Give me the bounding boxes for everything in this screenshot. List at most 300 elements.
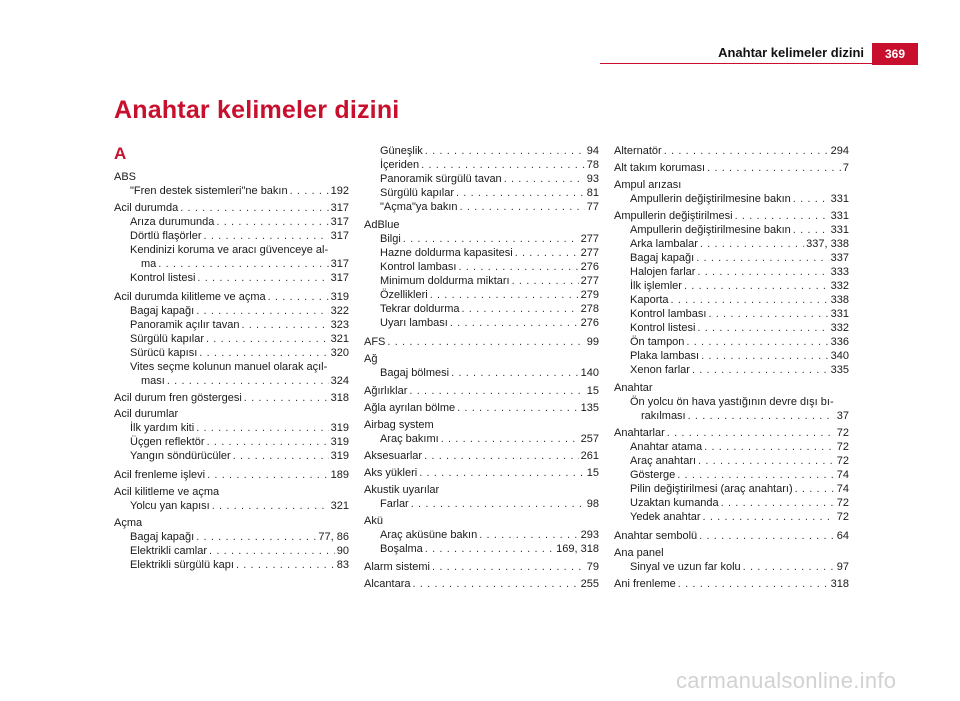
index-subentry xyxy=(614,440,849,454)
index-entry-text: Elektrikli sürgülü kapı xyxy=(130,559,234,571)
index-entry-text: Ağırlıklar xyxy=(364,385,408,397)
index-entry-row xyxy=(130,435,349,449)
index-entry-row xyxy=(130,184,349,198)
index-entry-text: Sinyal ve uzun far kolu xyxy=(630,561,741,573)
index-entry-text: Kontrol listesi xyxy=(630,322,696,334)
index-entry xyxy=(114,468,349,482)
dot-leader xyxy=(707,161,841,175)
index-subentry xyxy=(364,316,599,330)
index-subentry xyxy=(114,318,349,332)
index-entry-row xyxy=(130,374,349,388)
index-entry-row xyxy=(114,407,349,421)
index-entry-text: İlk işlemler xyxy=(630,280,682,292)
index-entry-text: Sürgülü kapılar xyxy=(130,333,204,345)
index-entry-row xyxy=(364,514,599,528)
index-page-ref: 78 xyxy=(586,159,599,171)
index-entry-row xyxy=(130,318,349,332)
index-entry-text: Ön yolcu ön hava yastığının devre dışı bı- xyxy=(630,396,834,408)
index-page-ref: 93 xyxy=(586,173,599,185)
index-subentry xyxy=(364,366,599,380)
index-subentry xyxy=(364,432,599,446)
index-entry-text: Yangın söndürücüler xyxy=(130,450,231,462)
index-entry-text: Ani frenleme xyxy=(614,578,676,590)
index-subentry xyxy=(364,232,599,246)
dot-leader xyxy=(699,529,835,543)
index-subentry xyxy=(614,454,849,468)
index-entry-row xyxy=(114,485,349,499)
index-subentry xyxy=(364,144,599,158)
index-entry-text: Arka lambalar xyxy=(630,238,698,250)
index-subentry xyxy=(614,482,849,496)
index-entry-text: AFS xyxy=(364,336,386,348)
index-subentry xyxy=(364,288,599,302)
dot-leader xyxy=(678,577,829,591)
dot-leader xyxy=(233,449,329,463)
index-entry xyxy=(614,546,849,560)
index-entry-row xyxy=(364,384,599,398)
index-subentry xyxy=(614,265,849,279)
index-subentry xyxy=(114,499,349,513)
index-entry-continuation: ması xyxy=(141,375,165,387)
index-entry-row xyxy=(380,316,599,330)
index-entry-row xyxy=(380,200,599,214)
index-page-ref: 277 xyxy=(580,275,599,287)
index-page-ref: 90 xyxy=(336,545,349,557)
index-page-ref: 331 xyxy=(830,210,849,222)
dot-leader xyxy=(688,409,835,423)
index-entry-text: Uyarı lambası xyxy=(380,317,448,329)
index-subentry xyxy=(614,251,849,265)
index-entry-text: Ampullerin değiştirilmesine bakın xyxy=(630,193,791,205)
dot-leader xyxy=(451,366,579,380)
index-entry-text: Bagaj kapağı xyxy=(130,305,195,317)
index-entry-text: Arıza durumunda xyxy=(130,216,215,228)
index-entry-text: Alarm sistemi xyxy=(364,561,431,573)
dot-leader xyxy=(425,542,554,556)
index-entry-row xyxy=(614,577,849,591)
dot-leader xyxy=(686,335,828,349)
index-subentry xyxy=(364,186,599,200)
index-subentry xyxy=(364,200,599,214)
index-entry-text: Alcantara xyxy=(364,578,411,590)
index-subentry xyxy=(114,449,349,463)
index-page-ref: 279 xyxy=(580,289,599,301)
index-entry-text: İçeriden xyxy=(380,159,420,171)
index-entry-text: Sürgülü kapılar xyxy=(380,187,454,199)
index-entry xyxy=(614,178,849,192)
dot-leader xyxy=(696,251,828,265)
index-entry-row xyxy=(614,426,849,440)
index-subentry xyxy=(114,271,349,285)
index-entry-continuation: rakılması xyxy=(641,410,686,422)
index-entry-row xyxy=(114,170,349,184)
index-entry-text: Sürücü kapısı xyxy=(130,347,198,359)
index-entry xyxy=(364,352,599,366)
dot-leader xyxy=(207,468,329,482)
index-page-ref: 278 xyxy=(580,303,599,315)
dot-leader xyxy=(793,223,829,237)
index-page-ref: 192 xyxy=(330,185,349,197)
index-subentry xyxy=(364,497,599,511)
index-entry-continuation: ma xyxy=(141,258,157,270)
index-page-ref: 77 xyxy=(586,201,599,213)
index-page-ref: 331 xyxy=(830,308,849,320)
index-page-ref: 261 xyxy=(580,450,599,462)
dot-leader xyxy=(664,144,829,158)
index-entry-text: Araç aküsüne bakın xyxy=(380,529,478,541)
index-entry xyxy=(614,577,849,591)
dot-leader xyxy=(667,426,835,440)
index-subentry xyxy=(364,172,599,186)
dot-leader xyxy=(697,321,828,335)
index-entry-text: Alt takım koruması xyxy=(614,162,706,174)
dot-leader xyxy=(290,184,329,198)
index-entry-row xyxy=(630,510,849,524)
index-page-ref: 98 xyxy=(586,498,599,510)
index-subentry xyxy=(614,349,849,363)
index-subentry xyxy=(364,528,599,542)
index-page-ref: 338 xyxy=(830,294,849,306)
dot-leader xyxy=(457,401,579,415)
dot-leader xyxy=(700,237,804,251)
index-entry-text: Yedek anahtar xyxy=(630,511,701,523)
index-subentry xyxy=(614,237,849,251)
index-subentry xyxy=(614,560,849,574)
index-subentry xyxy=(614,510,849,524)
index-page-ref: 94 xyxy=(586,145,599,157)
index-page-ref: 332 xyxy=(830,322,849,334)
index-entry-row xyxy=(614,144,849,158)
dot-leader xyxy=(158,257,328,271)
index-entry-row xyxy=(380,232,599,246)
index-page-ref: 317 xyxy=(330,216,349,228)
index-subentry xyxy=(614,321,849,335)
index-entry-row xyxy=(130,499,349,513)
dot-leader xyxy=(432,560,585,574)
index-entry xyxy=(614,426,849,440)
index-entry-row xyxy=(114,391,349,405)
index-entry-row xyxy=(130,558,349,572)
index-entry-text: Alternatör xyxy=(614,145,662,157)
index-entry-text: Ön tampon xyxy=(630,336,685,348)
index-page-ref: 72 xyxy=(836,455,849,467)
header-rule xyxy=(600,63,872,64)
index-entry-row xyxy=(364,218,599,232)
index-page-ref: 81 xyxy=(586,187,599,199)
index-entry-text: Panoramik açılır tavan xyxy=(130,319,240,331)
index-entry-row xyxy=(630,363,849,377)
index-subentry xyxy=(114,332,349,346)
index-subentry xyxy=(614,395,849,423)
index-page-ref: 318 xyxy=(830,578,849,590)
index-entry-row xyxy=(630,496,849,510)
index-entry-text: Hazne doldurma kapasitesi xyxy=(380,247,513,259)
dot-leader xyxy=(409,384,584,398)
index-subentry xyxy=(614,307,849,321)
index-entry-text: Farlar xyxy=(380,498,409,510)
dot-leader xyxy=(703,510,835,524)
dot-leader xyxy=(684,279,829,293)
index-entry-text: Acil durumlar xyxy=(114,408,179,420)
index-subentry xyxy=(114,530,349,544)
dot-leader xyxy=(515,246,579,260)
index-entry-row xyxy=(364,466,599,480)
index-entry-text: Ampullerin değiştirilmesi xyxy=(614,210,733,222)
index-subentry xyxy=(614,293,849,307)
index-entry xyxy=(364,218,599,232)
index-entry-text: Bagaj kapağı xyxy=(130,531,195,543)
index-entry-row xyxy=(380,172,599,186)
index-entry xyxy=(114,290,349,304)
index-page-ref: 319 xyxy=(330,291,349,303)
index-entry-row xyxy=(630,468,849,482)
index-entry xyxy=(614,381,849,395)
index-page-ref: 337, 338 xyxy=(806,238,849,250)
index-entry xyxy=(614,161,849,175)
index-entry-text: Ağ xyxy=(364,353,378,365)
dot-leader xyxy=(206,332,329,346)
index-entry-row xyxy=(380,432,599,446)
index-entry-row xyxy=(364,560,599,574)
dot-leader xyxy=(698,454,835,468)
index-entry-text: Anahtar sembolü xyxy=(614,530,698,542)
index-entry-text: Boşalma xyxy=(380,543,423,555)
index-entry-row xyxy=(380,528,599,542)
index-entry-text: Güneşlik xyxy=(380,145,423,157)
index-entry-text: Elektrikli camlar xyxy=(130,545,208,557)
index-subentry xyxy=(114,544,349,558)
index-page-ref: 79 xyxy=(586,561,599,573)
index-entry xyxy=(614,209,849,223)
dot-leader xyxy=(196,304,328,318)
index-entry-row xyxy=(130,530,349,544)
index-entry-text: Dörtlü flaşörler xyxy=(130,230,202,242)
index-page-ref: 336 xyxy=(830,336,849,348)
index-page-ref: 257 xyxy=(580,433,599,445)
index-entry-text: Akü xyxy=(364,515,383,527)
index-entry-text: Airbag system xyxy=(364,419,434,431)
index-page-ref: 15 xyxy=(586,467,599,479)
index-entry-text: Plaka lambası xyxy=(630,350,700,362)
index-entry-row xyxy=(114,290,349,304)
index-subentry xyxy=(614,223,849,237)
dot-leader xyxy=(450,316,579,330)
index-entry-row xyxy=(630,321,849,335)
dot-leader xyxy=(504,172,585,186)
index-entry-row xyxy=(630,482,849,496)
index-entry-row xyxy=(614,209,849,223)
index-entry-text: Xenon farlar xyxy=(630,364,690,376)
index-entry xyxy=(364,577,599,591)
index-entry-row xyxy=(130,544,349,558)
index-entry-row xyxy=(630,237,849,251)
index-page-ref: 37 xyxy=(836,410,849,422)
index-entry-text: Pilin değiştirilmesi (araç anahtarı) xyxy=(630,483,793,495)
dot-leader xyxy=(697,265,828,279)
index-entry-text: Bagaj bölmesi xyxy=(380,367,450,379)
index-page-ref: 318 xyxy=(330,392,349,404)
page-title: Anahtar kelimeler dizini xyxy=(114,96,400,124)
index-page-ref: 319 xyxy=(330,436,349,448)
index-page-ref: 83 xyxy=(336,559,349,571)
index-entry-text: Aksesuarlar xyxy=(364,450,423,462)
index-entry-row xyxy=(630,293,849,307)
index-entry-row xyxy=(130,332,349,346)
index-entry-text: AdBlue xyxy=(364,219,400,231)
dot-leader xyxy=(167,374,329,388)
index-entry xyxy=(364,560,599,574)
index-page-ref: 64 xyxy=(836,530,849,542)
index-entry xyxy=(114,391,349,405)
dot-leader xyxy=(421,158,585,172)
index-entry-text: Yolcu yan kapısı xyxy=(130,500,210,512)
index-entry-text: Ampullerin değiştirilmesine bakın xyxy=(630,224,791,236)
index-subentry xyxy=(114,558,349,572)
index-entry-text: Acil frenleme işlevi xyxy=(114,469,206,481)
dot-leader xyxy=(692,363,829,377)
index-entry-row xyxy=(380,144,599,158)
index-entry-row xyxy=(130,304,349,318)
page-number: 369 xyxy=(872,43,918,65)
index-entry-row xyxy=(630,560,849,574)
dot-leader xyxy=(704,440,835,454)
dot-leader xyxy=(196,421,328,435)
dot-leader xyxy=(403,232,579,246)
index-page-ref: 317 xyxy=(330,202,349,214)
dot-leader xyxy=(387,335,584,349)
index-entry-text: Ana panel xyxy=(614,547,664,559)
dot-leader xyxy=(204,229,329,243)
index-entry-row xyxy=(630,454,849,468)
dot-leader xyxy=(419,466,585,480)
index-entry-row xyxy=(114,468,349,482)
dot-leader xyxy=(411,497,585,511)
index-page-ref: 333 xyxy=(830,266,849,278)
index-entry-text: Bagaj kapağı xyxy=(630,252,695,264)
index-subentry xyxy=(614,192,849,206)
index-entry-text: Akustik uyarılar xyxy=(364,484,440,496)
dot-leader xyxy=(430,288,579,302)
index-entry-row xyxy=(614,161,849,175)
index-entry-text: Kontrol lambası xyxy=(630,308,707,320)
index-page-ref: 317 xyxy=(330,230,349,242)
index-page-ref: 15 xyxy=(586,385,599,397)
index-page-ref: 97 xyxy=(836,561,849,573)
index-entry-text: Panoramik sürgülü tavan xyxy=(380,173,502,185)
dot-leader xyxy=(721,496,835,510)
index-entry-text: Halojen farlar xyxy=(630,266,696,278)
index-subentry xyxy=(614,468,849,482)
index-entry xyxy=(364,401,599,415)
index-entry-text: Açma xyxy=(114,517,143,529)
index-page-ref: 99 xyxy=(586,336,599,348)
index-entry-row xyxy=(380,302,599,316)
index-entry-text: Minimum doldurma miktarı xyxy=(380,275,510,287)
index-subentry xyxy=(114,421,349,435)
index-entry xyxy=(364,384,599,398)
index-entry-text: "Açma"ya bakın xyxy=(380,201,458,213)
index-entry-row xyxy=(130,215,349,229)
index-entry-row xyxy=(114,201,349,215)
index-page-ref: 72 xyxy=(836,511,849,523)
index-subentry xyxy=(114,435,349,449)
index-entry-row xyxy=(364,449,599,463)
index-entry-text: Ampul arızası xyxy=(614,179,682,191)
index-entry-row xyxy=(630,349,849,363)
dot-leader xyxy=(456,186,585,200)
index-subentry xyxy=(114,184,349,198)
index-page-ref: 72 xyxy=(836,427,849,439)
index-entry-row xyxy=(380,274,599,288)
index-page-ref: 317 xyxy=(330,272,349,284)
index-entry-text: Araç bakımı xyxy=(380,433,439,445)
index-subentry xyxy=(114,243,349,271)
index-entry-text: Kendinizi koruma ve aracı güvenceye al- xyxy=(130,244,329,256)
index-entry-row xyxy=(380,260,599,274)
index-entry-text: Kaporta xyxy=(630,294,669,306)
index-page-ref: 72 xyxy=(836,497,849,509)
dot-leader xyxy=(180,201,328,215)
index-page-ref: 331 xyxy=(830,193,849,205)
index-entry xyxy=(364,466,599,480)
index-entry-text: Uzaktan kumanda xyxy=(630,497,719,509)
index-entry-row xyxy=(130,421,349,435)
index-entry-row xyxy=(130,346,349,360)
index-entry-row xyxy=(614,178,849,192)
dot-leader xyxy=(412,577,578,591)
index-entry-row xyxy=(130,257,349,271)
dot-leader xyxy=(268,290,329,304)
index-entry-row xyxy=(364,483,599,497)
dot-leader xyxy=(735,209,829,223)
index-entry-row xyxy=(130,449,349,463)
dot-leader xyxy=(196,530,316,544)
index-page-ref: 321 xyxy=(330,500,349,512)
index-entry-row xyxy=(380,288,599,302)
index-page-ref: 77, 86 xyxy=(318,531,349,543)
index-entry-row xyxy=(630,279,849,293)
watermark: carmanualsonline.info xyxy=(676,668,897,693)
index-entry-row xyxy=(630,409,849,423)
dot-leader xyxy=(244,391,329,405)
index-entry-text: Vites seçme kolunun manuel olarak açıl- xyxy=(130,361,328,373)
dot-leader xyxy=(795,482,835,496)
index-page-ref: 332 xyxy=(830,280,849,292)
index-subentry xyxy=(114,346,349,360)
index-page-ref: 277 xyxy=(580,247,599,259)
index-page-ref: 276 xyxy=(580,317,599,329)
index-entry-text: Acil durum fren göstergesi xyxy=(114,392,242,404)
dot-leader xyxy=(460,200,585,214)
index-page-ref: 72 xyxy=(836,441,849,453)
index-page-ref: 319 xyxy=(330,450,349,462)
index-entry xyxy=(364,483,599,497)
index-page-ref: 7 xyxy=(842,162,849,174)
dot-leader xyxy=(425,144,585,158)
index-entry-text: Özellikleri xyxy=(380,289,428,301)
index-page-ref: 335 xyxy=(830,364,849,376)
dot-leader xyxy=(212,499,329,513)
index-entry-row xyxy=(380,186,599,200)
dot-leader xyxy=(512,274,579,288)
dot-leader xyxy=(199,346,328,360)
index-page-ref: 319 xyxy=(330,422,349,434)
index-entry-row xyxy=(364,418,599,432)
index-entry xyxy=(114,170,349,184)
index-entry xyxy=(614,529,849,543)
dot-leader xyxy=(441,432,579,446)
index-page-ref: 337 xyxy=(830,252,849,264)
